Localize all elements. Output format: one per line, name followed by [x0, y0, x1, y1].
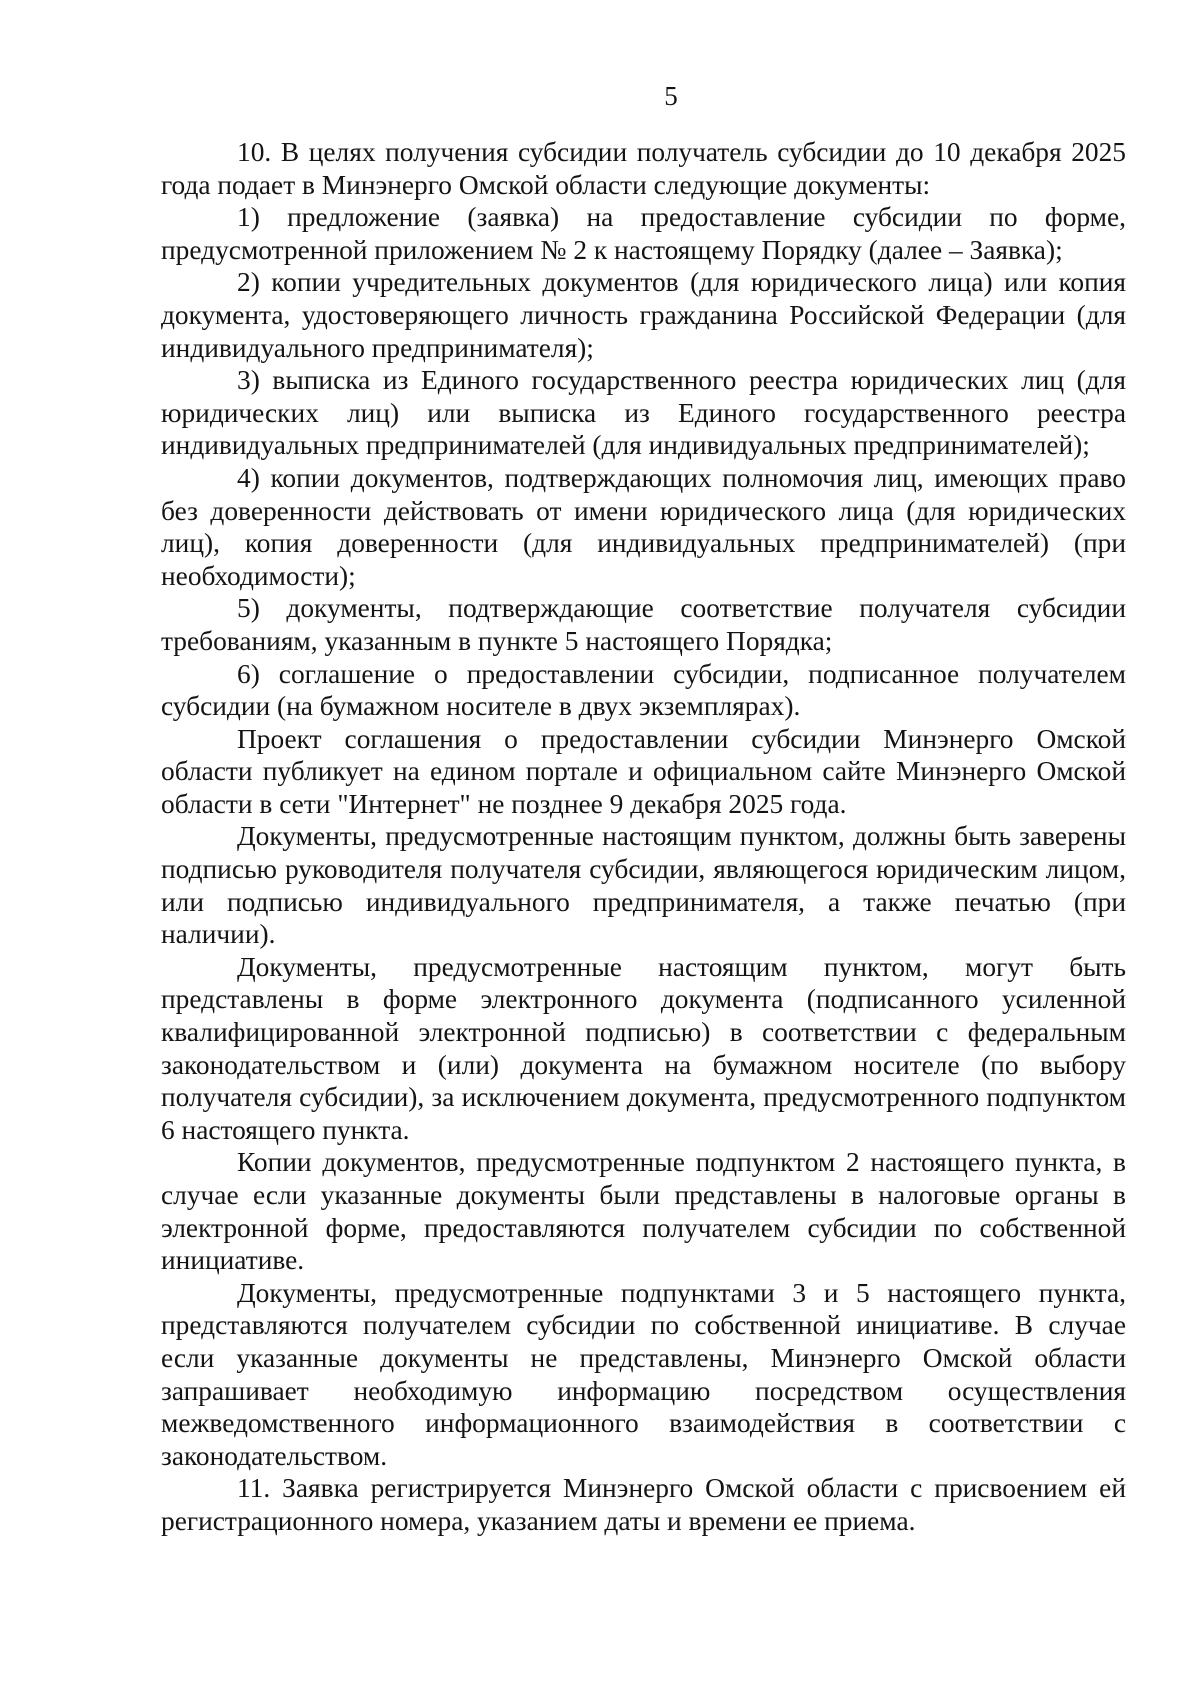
paragraph-certification: Документы, предусмотренные настоящим пунктом, должны быть заверены подписью руководителя получателя субсидии, являющегося юридическим лицом, или подписью индивидуального предпринимателя, а также печатью (при наличии).	[161, 821, 1126, 950]
paragraph-item-11: 11. Заявка регистрируется Минэнерго Омской области с присвоением ей регистрационного номера, указанием даты и времени ее приема.	[161, 1473, 1126, 1536]
paragraph-copies-tax: Копии документов, предусмотренные подпунктом 2 настоящего пункта, в случае если указанные документы были представлены в налоговые органы в электронной форме, предоставляются получателем субсидии по собственной инициативе.	[161, 1147, 1126, 1276]
subitem-4-authority-documents: 4) копии документов, подтверждающих полномочия лиц, имеющих право без доверенности действовать от имени юридического лица (для юридических лиц), копия доверенности (для индивидуальных предпринимателей) (при необходимости);	[161, 462, 1126, 591]
subitem-1-application: 1) предложение (заявка) на предоставление субсидии по форме, предусмотренной приложением № 2 к настоящему Порядку (далее – Заявка);	[161, 202, 1126, 265]
paragraph-item-10: 10. В целях получения субсидии получатель субсидии до 10 декабря 2025 года подает в Минэнерго Омской области следующие документы:	[161, 137, 1126, 200]
paragraph-interagency-request: Документы, предусмотренные подпунктами 3 и 5 настоящего пункта, представляются получателем субсидии по собственной инициативе. В случае если указанные документы не представлены, Минэнерго Омской области запрашивает необходимую информацию посредством осуществления межведомственного информационного взаимодействия в соответствии с законодательством.	[161, 1277, 1126, 1471]
subitem-6-agreement: 6) соглашение о предоставлении субсидии, подписанное получателем субсидии (на бумажном носителе в двух экземплярах).	[161, 658, 1126, 722]
subitem-3-registry-extract: 3) выписка из Единого государственного реестра юридических лиц (для юридических лиц) или выписка из Единого государственного реестра индивидуальных предпринимателей (для индивидуальных предпринимателей);	[161, 365, 1126, 461]
subitem-5-compliance-documents: 5) документы, подтверждающие соответствие получателя субсидии требованиям, указанным в пункте 5 настоящего Порядка;	[161, 593, 1126, 656]
paragraph-agreement-draft: Проект соглашения о предоставлении субсидии Минэнерго Омской области публикует на едином портале и официальном сайте Минэнерго Омской области в сети "Интернет" не позднее 9 декабря 2025 года.	[161, 723, 1126, 819]
subitem-2-founding-documents: 2) копии учредительных документов (для юридического лица) или копия документа, удостоверяющего личность гражданина Российской Федерации (для индивидуального предпринимателя);	[161, 267, 1126, 363]
page-number: 5	[664, 81, 678, 111]
document-body	[161, 136, 1126, 1538]
paragraph-electronic-form: Документы, предусмотренные настоящим пунктом, могут быть представлены в форме электронного документа (подписанного усиленной квалифицированной электронной подписью) в соответствии с федеральным законодательством и (или) документа на бумажном носителе (по выбору получателя субсидии), за исключением документа, предусмотренного подпунктом 6 настоящего пункта.	[161, 951, 1126, 1145]
